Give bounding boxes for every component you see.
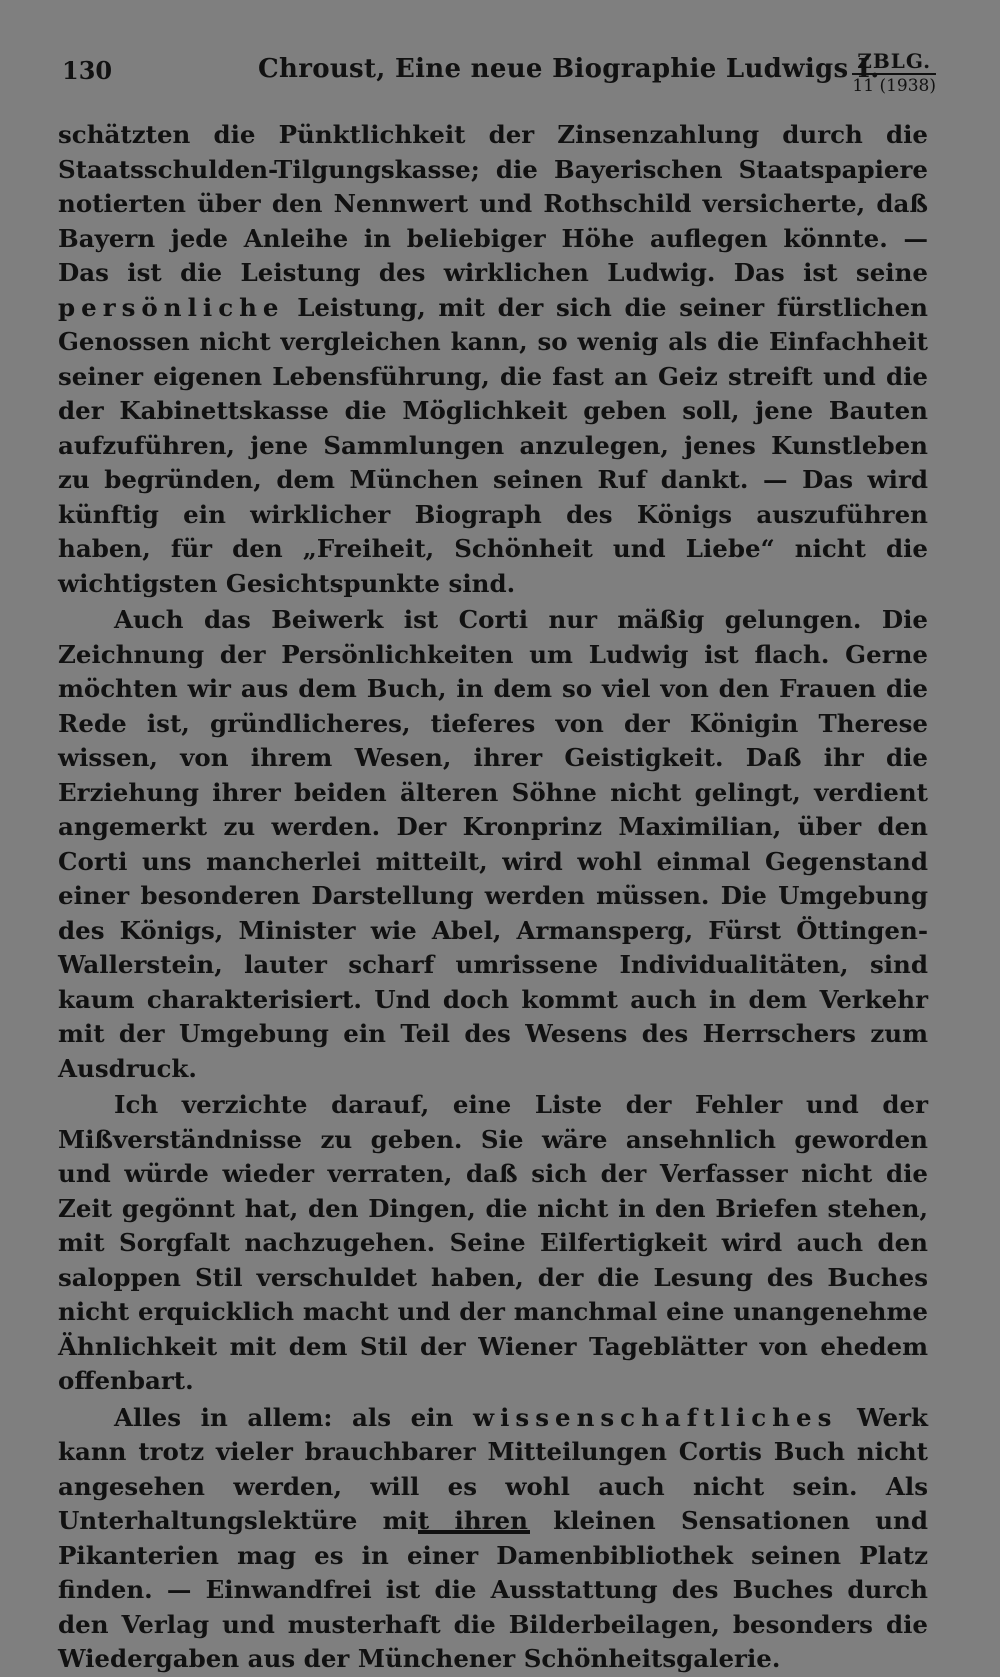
journal-volume: 11 (1938) [852, 76, 936, 96]
page-header [62, 50, 942, 100]
paragraph-1 [58, 118, 928, 601]
paragraph-3: Ich verzichte darauf, eine Liste der Fehler und der Mißverständnisse zu geben. Sie wäre ansehnlich geworden und würde wieder verraten, daß sich der Verfasser nicht die Zeit gegönnt hat, den Dingen, die nicht in den Briefen stehen, mit Sorgfalt nachzugehen. Seine Eilfertigkeit wird auch den saloppen Stil verschuldet haben, der die Lesung des Buches nicht erquicklich macht und der manchmal eine unangenehme Ähnlichkeit mit dem Stil der Wiener Tageblätter von ehedem offenbart. [58, 1090, 928, 1395]
end-rule [418, 1530, 530, 1534]
paragraph-4-before-emphasis: Alles in allem: als ein [114, 1402, 473, 1432]
paragraph-2: Auch das Beiwerk ist Corti nur mäßig gelungen. Die Zeichnung der Persönlichkeiten um Ludwig ist flach. Gerne möchten wir aus dem Buch, in dem so viel von den Frauen die Rede ist, gründlicheres, tieferes von der Königin Therese wissen, von ihrem Wesen, ihrer Geistigkeit. Daß ihr die Erziehung ihrer beiden älteren Söhne nicht gelingt, verdient angemerkt zu werden. Der Kronprinz Maximilian, über den Corti uns mancherlei mitteilt, wird wohl einmal Gegenstand einer besonderen Darstellung werden müssen. Die Umgebung des Königs, Minister wie Abel, Armansperg, Fürst Öttingen-Wallerstein, lauter scharf umrissene Individualitäten, sind kaum charakterisiert. Und doch kommt auch in dem Verkehr mit der Umgebung ein Teil des Wesens des Herrschers zum Ausdruck. [58, 605, 928, 1083]
emphasis-wissenschaftliches: wissenschaftliches [473, 1402, 838, 1432]
body-text [58, 118, 928, 1677]
journal-reference [852, 50, 936, 96]
paragraph-1-before-emphasis: schätzten die Pünktlichkeit der Zinsenzahlung durch die Staatsschulden-Tilgungskasse; die Bayerischen Staatspapiere notierten über den Nennwert und Rothschild versicherte, daß Bayern jede Anleihe in beliebiger Höhe auflegen könnte. — Das ist die Leistung des wirklichen Ludwig. Das ist seine [58, 120, 928, 287]
running-title: Chroust, Eine neue Biographie Ludwigs I. [258, 54, 880, 84]
paragraph-4-after-emphasis: Werk kann trotz vieler brauchbarer Mitteilungen Cortis Buch nicht angesehen werden, will es wohl auch nicht sein. Als Unterhaltungslektüre mit ihren kleinen Sensationen und Pikanterien mag es in einer Damenbibliothek seinen Platz finden. — Einwandfrei ist die Ausstattung des Buches durch den Verlag und musterhaft die Bilderbeilagen, besonders die Wiedergaben aus der Münchener Schönheitsgalerie. [58, 1402, 928, 1673]
paragraph-1-after-emphasis: Leistung, mit der sich die seiner fürstlichen Genossen nicht vergleichen kann, so wenig als die Einfachheit seiner eigenen Lebensführung, die fast an Geiz streift und die der Kabinettskasse die Möglichkeit geben soll, jene Bauten aufzuführen, jene Sammlungen anzulegen, jenes Kunstleben zu begründen, dem München seinen Ruf dankt. — Das wird künftig ein wirklicher Biograph des Königs auszuführen haben, für den „Freiheit, Schönheit und Liebe“ nicht die wichtigsten Gesichtspunkte sind. [58, 292, 928, 598]
paragraph-4 [58, 1401, 928, 1677]
emphasis-persoenliche: persönliche [58, 292, 285, 322]
journal-abbreviation: ZBLG. [852, 50, 936, 75]
page-number: 130 [62, 56, 113, 85]
